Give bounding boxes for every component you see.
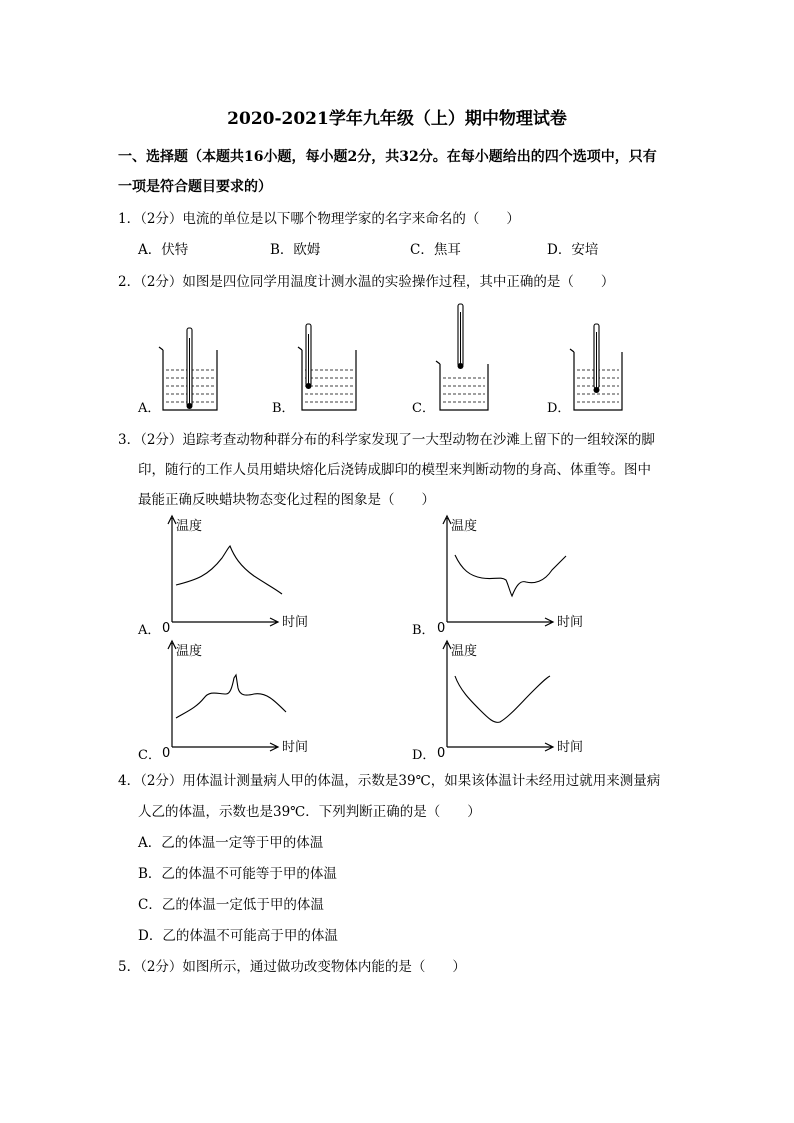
q2-label-a[interactable]: A．	[138, 401, 161, 416]
q4-stem-line2: 人乙的体温，示数也是39℃．下列判断正确的是（ ）	[138, 804, 481, 820]
q3-stem-line1: 3．（2分）追踪考查动物种群分布的科学家发现了一大型动物在沙滩上留下的一组较深的脚	[118, 432, 655, 448]
q1-option-b[interactable]: B．欧姆	[270, 242, 321, 258]
q4-option-a[interactable]: A．乙的体温一定等于甲的体温	[138, 835, 324, 851]
q5-stem: 5．（2分）如图所示，通过做功改变物体内能的是（ ）	[118, 959, 466, 975]
page-title: 2020-2021学年九年级（上）期中物理试卷	[227, 109, 567, 129]
q4-option-d[interactable]: D．乙的体温不可能高于甲的体温	[138, 928, 338, 944]
q1-option-a[interactable]: A．伏特	[138, 242, 189, 258]
q3-graph-c-origin: 0	[162, 746, 171, 761]
q4-option-c[interactable]: C．乙的体温一定低于甲的体温	[138, 897, 324, 913]
q2-figure-b	[298, 324, 356, 410]
q2-figure-a	[159, 328, 217, 410]
q1-stem: 1．（2分）电流的单位是以下哪个物理学家的名字来命名的（ ）	[118, 211, 520, 227]
q2-figure-d	[570, 324, 622, 410]
q1-option-d[interactable]: D．安培	[547, 242, 599, 258]
q3-label-c[interactable]: C．	[138, 748, 161, 763]
q3-graph-b-y-label: 温度	[451, 519, 478, 534]
q3-graph-b-x-label: 时间	[557, 615, 584, 630]
q2-label-b[interactable]: B．	[272, 401, 295, 416]
q3-stem-line2: 印，随行的工作人员用蜡块熔化后浇铸成脚印的模型来判断动物的身高、体重等。图中	[138, 462, 651, 478]
q2-figure-c	[436, 304, 488, 410]
section-heading-line2: 一项是符合题目要求的）	[118, 179, 272, 195]
q3-graph-a-y-label: 温度	[176, 519, 203, 534]
q2-label-c[interactable]: C．	[412, 401, 435, 416]
q3-label-b[interactable]: B．	[412, 623, 435, 638]
q3-graph-d-origin: 0	[437, 746, 446, 761]
section-heading-line1: 一、选择题（本题共16小题，每小题2分，共32分。在每小题给出的四个选项中，只有	[118, 149, 657, 165]
q2-stem: 2．（2分）如图是四位同学用温度计测水温的实验操作过程，其中正确的是（ ）	[118, 274, 615, 290]
q3-label-a[interactable]: A．	[138, 623, 161, 638]
q3-graph-a-origin: 0	[162, 621, 171, 636]
q3-stem-line3: 最能正确反映蜡块物态变化过程的图象是（ ）	[138, 492, 435, 508]
q3-graph-c-x-label: 时间	[282, 740, 309, 755]
q1-option-c[interactable]: C．焦耳	[410, 242, 461, 258]
q3-graph-d-y-label: 温度	[451, 644, 478, 659]
q3-graph-a-x-label: 时间	[282, 615, 309, 630]
q4-option-b[interactable]: B．乙的体温不可能等于甲的体温	[138, 866, 337, 882]
q3-label-d[interactable]: D．	[412, 748, 436, 763]
q3-graph-c-y-label: 温度	[176, 644, 203, 659]
q3-graph-d-x-label: 时间	[557, 740, 584, 755]
q2-label-d[interactable]: D．	[547, 401, 571, 416]
q4-stem-line1: 4．（2分）用体温计测量病人甲的体温，示数是39℃，如果该体温计未经用过就用来测量病	[118, 773, 661, 789]
q3-graph-b-origin: 0	[437, 621, 446, 636]
